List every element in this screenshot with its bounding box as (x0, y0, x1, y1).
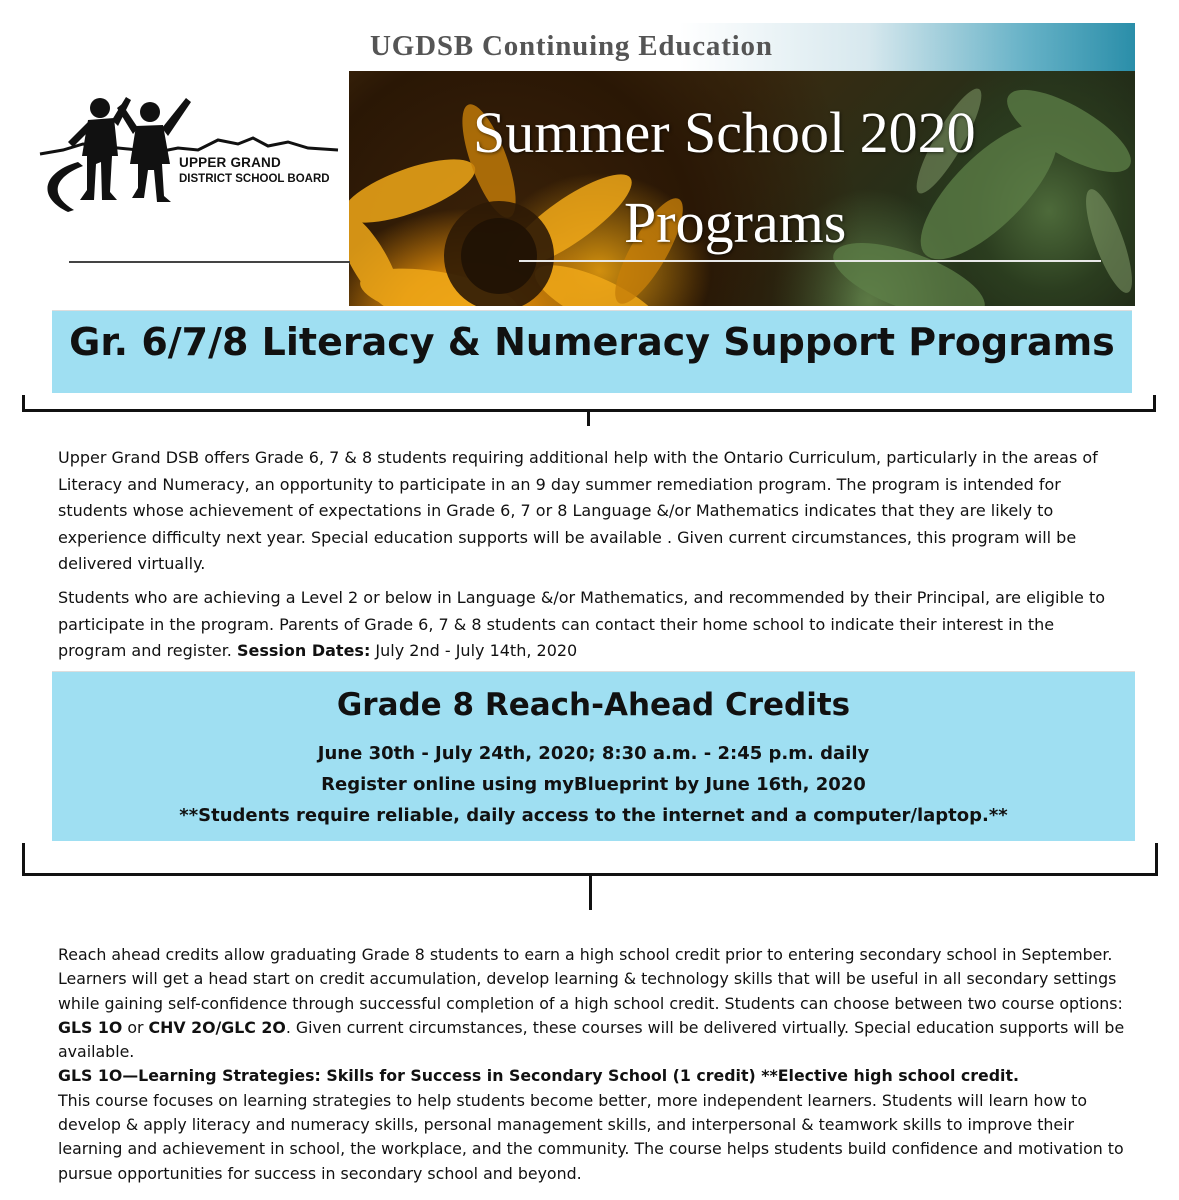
course1-code: GLS 1O (58, 1017, 123, 1037)
section1-paragraph1: Upper Grand DSB offers Grade 6, 7 & 8 students requiring additional help with the Ontario Curriculum, particularly in the areas of Literacy and Numeracy, an opportunity to participate in an 9 day summer remediation program. The program is intended for students whose achievement of expectations in Grade 6, 7 or 8 Language &/or Mathematics indicates that they are likely to experience difficulty next year. Special education supports will be available . Given current circumstances, this program will be delivered virtually. (58, 448, 1098, 573)
banner-image (349, 71, 1135, 306)
reach-ahead-outro: . Given current circumstances, these courses will be delivered virtually. Special education supports will be available. (58, 1017, 1125, 1062)
course2-code: CHV 2O/GLC 2O (148, 1017, 286, 1037)
section2-body (58, 943, 1138, 1186)
banner-rule (519, 260, 1101, 262)
logo-text-line1: UPPER GRAND (179, 155, 281, 170)
section1-title: Gr. 6/7/8 Literacy & Numeracy Support Programs (69, 320, 1115, 364)
section1-paragraph2 (58, 585, 1123, 665)
header-title: UGDSB Continuing Education (370, 30, 773, 62)
gls-heading: GLS 1O—Learning Strategies: Skills for Success in Secondary School (1 credit) **Elective high school credit. (58, 1066, 1020, 1086)
logo-text-line2: DISTRICT SCHOOL BOARD (179, 173, 330, 185)
reach-ahead-intro: Reach ahead credits allow graduating Grade 8 students to earn a high school credit prior to entering secondary school in September. Learners will get a head start on credit accumulation, develop learning & technology skills that will be useful in all secondary settings while gaining self-confidence through successful completion of a high school credit. Students can choose between two course options: (58, 945, 1123, 1013)
or-text: or (122, 1017, 149, 1037)
session-dates-value: July 2nd - July 14th, 2020 (370, 641, 578, 660)
header-rule (69, 261, 350, 263)
section2-title: Grade 8 Reach-Ahead Credits (336, 687, 851, 723)
section2-dates: June 30th - July 24th, 2020; 8:30 a.m. - 2:45 p.m. daily (317, 743, 870, 764)
gls-description: This course focuses on learning strategies to help students become better, more independent learners. Students will learn how to develop & apply literacy and numeracy skills, personal management skills, and interpersonal & teamwork skills to improve their learning and achievement in school, the workplace, and the community. The course helps students build confidence and motivation to pursue opportunities for success in secondary school and beyond. (58, 1090, 1124, 1183)
banner-title-line1: Summer School 2020 (473, 100, 976, 165)
section2-registration: Register online using myBlueprint by June 16th, 2020 (321, 774, 866, 795)
session-dates-label: Session Dates: (236, 641, 371, 660)
eligibility-text: Students who are achieving a Level 2 or below in Language &/or Mathematics, and recommended by their Principal, are eligible to participate in the program. Parents of Grade 6, 7 & 8 students can contact their home school to indicate their interest in the program and register. (58, 588, 1106, 660)
banner-title-line2: Programs (624, 190, 847, 255)
section2-requirement: **Students require reliable, daily access to the internet and a computer/laptop.** (179, 805, 1008, 826)
